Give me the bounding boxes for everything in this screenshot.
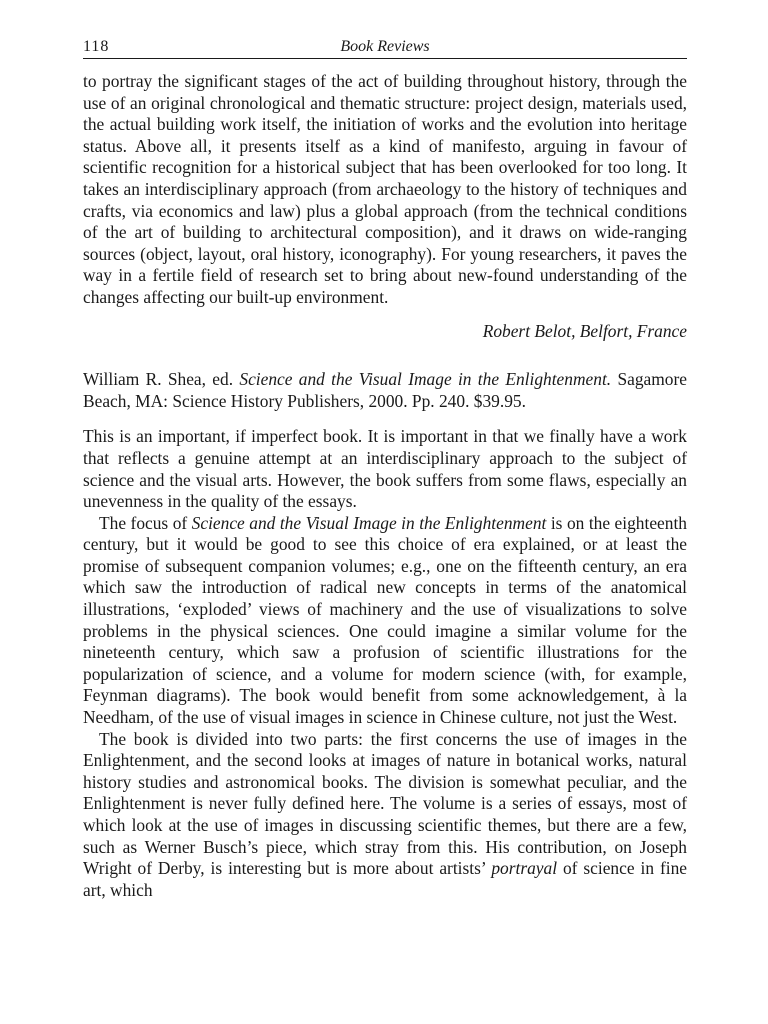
reviewer-signature: Robert Belot, Belfort, France — [482, 320, 687, 341]
review-paragraph-2-title: Science and the Visual Image in the Enlightenment — [191, 512, 547, 533]
citation-publication: Sagamore Beach, MA: Science History Publishers, 2000. Pp. 240. $39.95. — [83, 369, 687, 411]
running-head — [83, 36, 687, 59]
review-text — [83, 426, 687, 901]
review-paragraph-2-rest: is on the eighteenth century, but it would be good to see this choice of era explained, or at least the promise of subsequent companion volumes; e.g., one on the fifteenth century, an era which saw the introduction of radical new concepts in terms of the anatomical illustrations, ‘exploded’ views of machinery and the use of visualizations to solve problems in the physical sciences. One could imagine a similar volume for the nineteenth century, which saw a profusion of scientific illustrations for the popularization of science, and a volume for modern science (with, for example, Feynman diagrams). The book would benefit from some acknowledgement, à la Needham, of the use of visual images in science in Chinese culture, not just the West. — [83, 512, 687, 728]
review-paragraph-3-start: The book is divided into two parts: the first concerns the use of images in the Enlightenment, and the second looks at images of nature in botanical works, natural history studies and astronomical books. The division is somewhat peculiar, and the Enlightenment is never fully defined here. The volume is a series of essays, most of which look at the use of images in discussing scientific themes, but there are a few, such as Werner Busch’s piece, which stray from this. His contribution, on Joseph Wright of Derby, is interesting but is more about artists’ — [83, 728, 687, 879]
review-paragraph-3-italic: portrayal — [491, 858, 558, 879]
book-citation — [83, 369, 687, 412]
review-paragraph-3 — [83, 729, 687, 902]
book-page — [83, 36, 687, 901]
review-paragraph-1: This is an important, if imperfect book. It is important in that we finally have a work that reflects a genuine attempt at an interdisciplinary approach to the subject of science and the visual arts. However, the book suffers from some flaws, especially an unevenness in the quality of the essays. — [83, 426, 687, 512]
review-paragraph-2 — [83, 513, 687, 729]
page-number: 118 — [83, 38, 110, 55]
previous-review-paragraph: to portray the significant stages of the act of building throughout history, through the use of an original chronological and thematic structure: project design, materials used, the actual building work itself, the initiation of works and the evolution into heritage status. Above all, it presents itself as a kind of manifesto, arguing in favour of scientific recognition for a historical subject that has been overlooked for too long. It takes an interdisciplinary approach (from archaeology to the history of techniques and crafts, via economics and law) plus a global approach (from the technical conditions of the art of building to architectural composition), and it draws on wide-ranging sources (object, layout, oral history, iconography). For young researchers, it paves the way in a fertile field of research set to bring about new-found understanding of the changes affecting our built-up environment. — [83, 71, 687, 307]
citation-book-title: Science and the Visual Image in the Enlightenment. — [239, 369, 612, 390]
review-paragraph-2-start: The focus of — [99, 512, 192, 533]
review-paragraph-3-rest: of science in fine art, which — [83, 858, 687, 900]
running-title: Book Reviews — [340, 38, 430, 55]
citation-editor: William R. Shea, ed. — [83, 369, 234, 390]
